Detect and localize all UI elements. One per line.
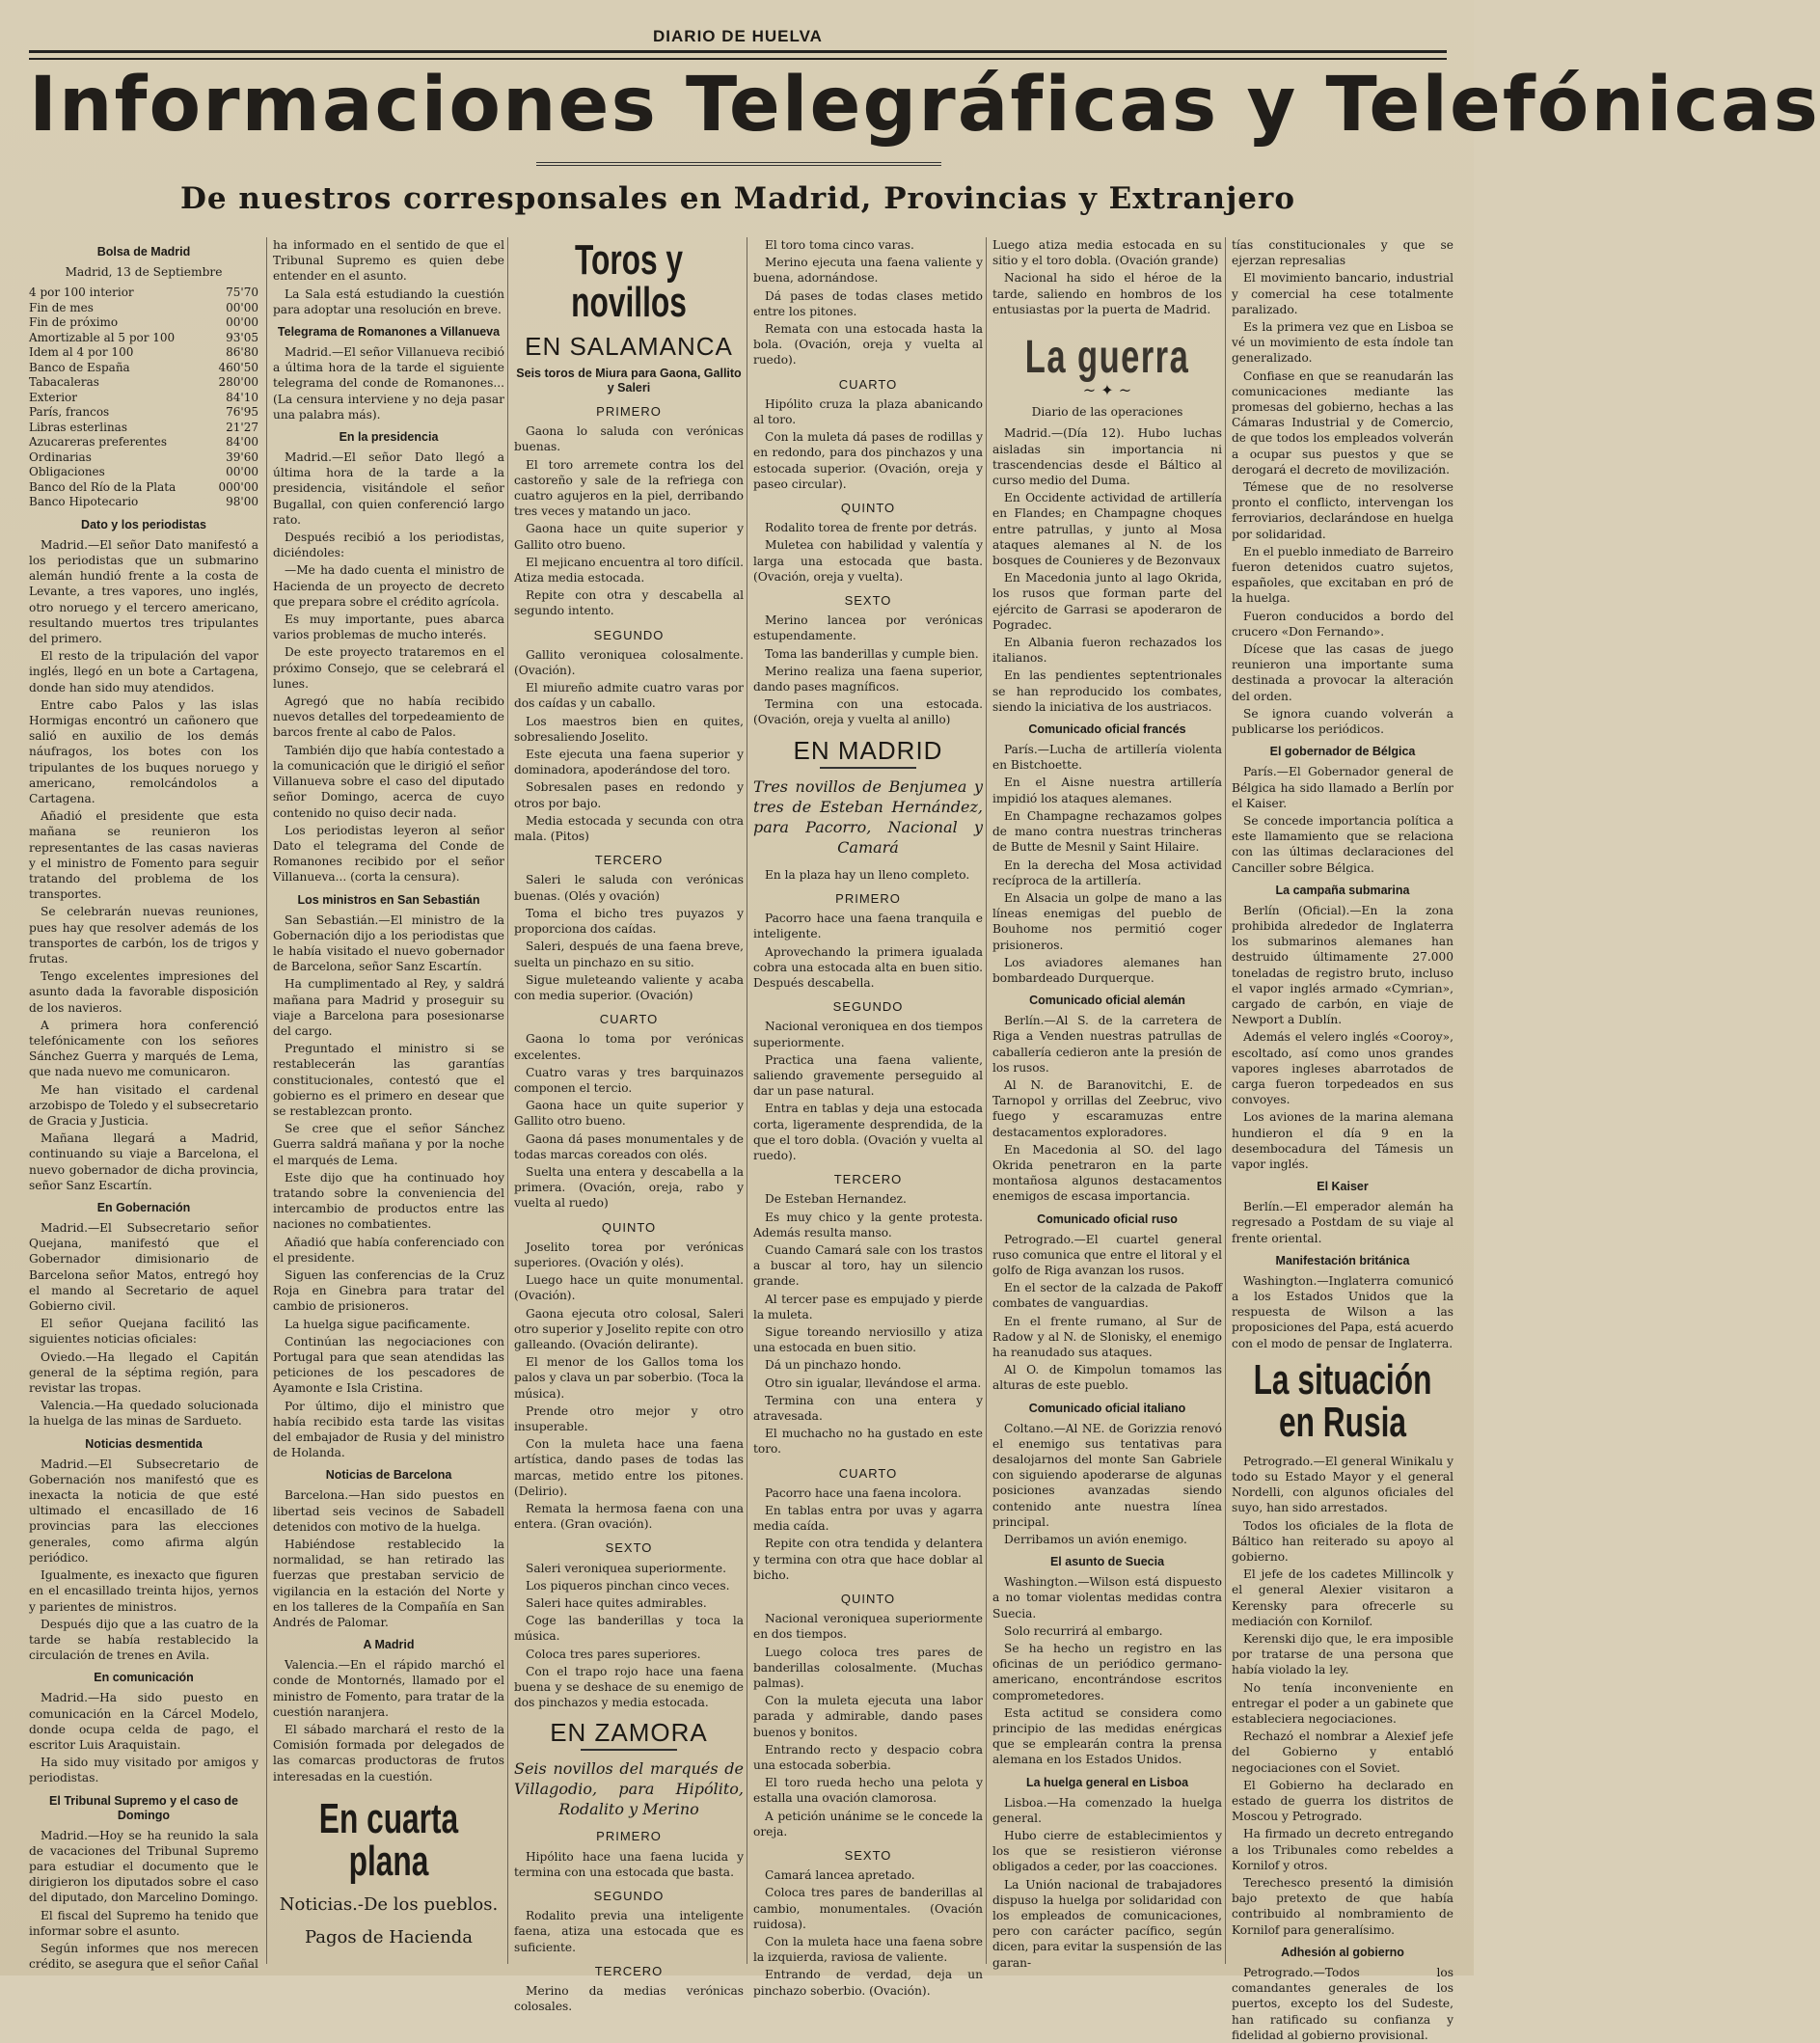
table-row [29, 345, 258, 361]
headline-comunicacion: En comunicación [94, 1671, 194, 1685]
paragraph: La Sala está estudiando la cuestión para adoptar una resolución en breve. [273, 286, 504, 316]
headline-frances: Comunicado oficial francés [1028, 722, 1186, 737]
deck-madrid: Tres novillos de Benjumea y tres de Esteban Hernández, para Pacorro, Nacional y Camará [753, 776, 983, 857]
bull-heading: SEGUNDO [593, 1889, 665, 1904]
paragraph: Madrid.—Hoy se ha reunido la sala de vacaciones del Tribunal Supremo para estudiar el documento que le dirigieron los diputados sobre el caso del diputado, don Marcelino Domingo. [29, 1828, 258, 1905]
paragraph: Hipólito hace una faena lucida y termina con una estocada que basta. [514, 1849, 744, 1879]
paragraph: Toma el bicho tres puyazos y proporciona dos caídas. [514, 906, 744, 937]
bull-heading: SEXTO [844, 1848, 892, 1864]
paragraph: Según informes que nos merecen crédito, se asegura que el señor Cañal [29, 1941, 258, 1972]
row-label: Obligaciones [29, 465, 105, 479]
paragraph: Los piqueros pinchan cinco veces. [526, 1578, 730, 1593]
paragraph: Cuando Camará sale con los trastos a buscar al toro, hay un silencio grande. [753, 1242, 983, 1289]
table-row [29, 286, 258, 301]
paragraph: Agregó que no había recibido nuevos detalles del torpedeamiento de barcos frente al cabo de Palos. [273, 695, 504, 740]
table-row [29, 450, 258, 466]
paragraph: En el frente rumano, al Sur de Radow y al N. de Slonisky, el enemigo ha reanudado sus ataques. [992, 1314, 1222, 1359]
bull-heading: QUINTO [840, 1592, 896, 1607]
paragraph: Luego coloca tres pares de banderillas colosalmente. (Muchas palmas). [753, 1645, 983, 1691]
paragraph: Ha sido muy visitado por amigos y periodistas. [29, 1756, 258, 1785]
la-guerra-title: La guerra [1024, 332, 1190, 384]
paragraph: Madrid.—El Subsecretario señor Quejana, manifestó que el Gobernador dimisionario de Barcelona señor Matos, entregó hoy el mando al Secretario de aquel Gobierno civil. [29, 1221, 258, 1314]
paragraph: Nacional veroniquea superiormente en dos tiempos. [753, 1612, 983, 1642]
paragraph: En tablas entra por uvas y agarra media caída. [753, 1504, 983, 1534]
paragraph: Repite con otra y descabella al segundo intento. [514, 588, 744, 618]
paragraph: El fiscal del Supremo ha tenido que informar sobre el asunto. [29, 1908, 258, 1938]
paragraph: Petrogrado.—El cuartel general ruso comunica que entre el litoral y el golfo de Riga avanzan los rusos. [992, 1232, 1222, 1277]
table-row [29, 301, 258, 316]
paragraph: Los aviadores alemanes han bombardeado Durquerque. [992, 955, 1222, 985]
paragraph: Se cree que el señor Sánchez Guerra saldrá mañana y por la noche el marqués de Lema. [273, 1122, 504, 1167]
paragraph: Muletea con habilidad y valentía y larga una estocada que basta. (Ovación, oreja y vuelta). [753, 538, 983, 584]
headline-gobernacion: En Gobernación [96, 1201, 191, 1215]
paragraph: Coge las banderillas y toca la música. [514, 1614, 744, 1644]
paragraph: Igualmente, es inexacto que figuren en el encasillado treinta hijos, yernos y parientes de ministros. [29, 1568, 258, 1614]
paragraph: Gaona hace un quite superior y Gallito otro bueno. [514, 522, 744, 552]
bull-heading: CUARTO [599, 1012, 659, 1027]
headline-barcelona: Noticias de Barcelona [325, 1468, 452, 1483]
row-label: Fin de próximo [29, 315, 119, 330]
city-heading: EN MADRID [793, 735, 943, 765]
paragraph: Rechazó el nombrar a Alexief jefe del Gobierno y entabló negociaciones con el Soviet. [1232, 1730, 1453, 1775]
row-value: 00'00 [226, 315, 258, 330]
row-label: Azucareras preferentes [29, 435, 168, 449]
paragraph: Preguntado el ministro si se restablecerán las garantías constitucionales, contestó que el gobierno es el primero en desear que se restablezcan pronto. [273, 1042, 504, 1118]
headline-aleman: Comunicado oficial alemán [1029, 994, 1185, 1008]
paragraph: Berlín.—El emperador alemán ha regresado a Postdam de su viaje al frente oriental. [1232, 1200, 1453, 1245]
table-row [29, 331, 258, 346]
paragraph: Dícese que las casas de juego reunieron una importante suma destinada a provocar la alteración del orden. [1232, 642, 1453, 703]
row-label: Fin de mes [29, 300, 94, 314]
paragraph: Cuatro varas y tres barquinazos componen el tercio. [514, 1065, 744, 1095]
paragraph: Este ejecuta una faena superior y dominadora, apoderándose del toro. [514, 748, 744, 777]
row-label: Amortizable al 5 por 100 [29, 330, 176, 344]
paragraph: Con el trapo rojo hace una faena buena y se deshace de su enemigo de dos pinchazos y media estocada. [514, 1664, 744, 1710]
bull-heading: SEXTO [605, 1540, 653, 1556]
paragraph: Los periodistas leyeron al señor Dato el telegrama del Conde de Romanones recibido por el señor Villanueva... (corta la censura). [273, 823, 504, 885]
headline-romanones: Telegrama de Romanones a Villanueva [277, 325, 501, 340]
ornament-icon: ~ ✦ ~ [1082, 381, 1132, 400]
paragraph: Habiéndose restablecido la normalidad, se han retirado las fuerzas que prestaban servicio de vigilancia en la estación del Norte y en los talleres de la Compañía en San Andrés de Palomar. [273, 1538, 504, 1630]
paragraph: Se ha hecho un registro en las oficinas de un periódico germano-americano, encontrándose escritos comprometedores. [992, 1642, 1222, 1702]
paragraph: Prende otro mejor y otro insuperable. [514, 1403, 744, 1433]
row-value: 93'05 [226, 330, 258, 344]
paragraph: Tengo excelentes impresiones del asunto dada la favorable disposición de los navieros. [29, 969, 258, 1015]
paragraph: tías constitucionales y que se ejerzan represalias [1232, 238, 1453, 268]
paragraph: Al O. de Kimpolun tomamos las alturas de este pueblo. [992, 1363, 1222, 1393]
paragraph: Se celebrarán nuevas reuniones, pues hay que resolver además de los transportes de carbón, los de trigos y frutas. [29, 905, 258, 966]
paragraph: Dá un pinchazo hondo. [765, 1358, 902, 1373]
paragraph: Lisboa.—Ha comenzado la huelga general. [992, 1795, 1222, 1825]
paragraph: Sobresalen pases en redondo y otros por bajo. [514, 780, 744, 810]
paragraph: Solo recurrirá al embargo. [1004, 1623, 1163, 1638]
paragraph: Continúan las negociaciones con Portugal para que sean atendidas las peticiones de los pescadores de Ayamonte e Isla Cristina. [273, 1334, 504, 1396]
bull-heading: PRIMERO [596, 404, 662, 419]
headline-britanica: Manifestación británica [1275, 1253, 1410, 1267]
paragraph: Madrid.—El señor Villanueva recibió a última hora de la tarde el siguiente telegrama del conde de Romanones... (La censura interviene y no deja pasar una palabra más). [273, 345, 504, 422]
city-rule [581, 1749, 677, 1751]
bolsa-dateline: Madrid, 13 de Septiembre [65, 265, 223, 279]
paragraph: Termina con una estocada. (Ovación, oreja y vuelta al anillo) [753, 697, 983, 727]
bull-heading: CUARTO [838, 376, 898, 392]
operations-subtitle: Diario de las operaciones [1031, 405, 1183, 420]
paragraph: La huelga sigue pacificamente. [285, 1317, 471, 1331]
paragraph: Otro sin igualar, llevándose el arma. [765, 1376, 982, 1390]
paragraph: El muchacho no ha gustado en este toro. [753, 1427, 983, 1457]
paragraph: Siguen las conferencias de la Cruz Roja en Ginebra para tratar del cambio de prisioneros. [273, 1267, 504, 1314]
paragraph: En las pendientes septentrionales se han reproducido los combates, siendo la iniciativa de los austriacos. [992, 668, 1222, 714]
paragraph: Remata la hermosa faena con una entera. (Gran ovación). [514, 1502, 744, 1532]
top-rule-2 [29, 58, 1447, 60]
paragraph: Luego atiza media estocada en su sitio y el toro dobla. (Ovación grande) [992, 238, 1222, 268]
paragraph: Pacorro hace una faena incolora. [765, 1485, 962, 1500]
headline-san-sebastian: Los ministros en San Sebastián [297, 892, 480, 907]
bull-heading: SEXTO [844, 593, 892, 609]
paragraph: Saleri, después de una faena breve, suelta un pinchazo en su sitio. [514, 940, 744, 969]
paragraph: Rodalito torea de frente por detrás. [765, 521, 978, 535]
paragraph: Madrid.—Ha sido puesto en comunicación en la Cárcel Modelo, donde ocupa celda de pago, el escritor Luis Araquistain. [29, 1691, 258, 1752]
headline-belgica: El gobernador de Bélgica [1269, 745, 1416, 759]
deck-salamanca: Seis toros de Miura para Gaona, Gallito y Saleri [516, 367, 742, 395]
paragraph: Gaona lo saluda con verónicas buenas. [514, 424, 744, 454]
row-value: 39'60 [226, 449, 258, 464]
paragraph: Saleri veroniquea superiormente. [526, 1561, 726, 1575]
table-row [29, 315, 258, 331]
paragraph: En el Aisne nuestra artillería impidió los ataques alemanes. [992, 776, 1222, 805]
table-row [29, 375, 258, 391]
paragraph: Los aviones de la marina alemana hundieron el día 9 en la desembocadura del Támesis un vapor inglés. [1232, 1110, 1453, 1171]
headline-submarina: La campaña submarina [1275, 883, 1410, 897]
row-label: Banco de España [29, 360, 130, 374]
column-5 [986, 237, 1228, 1970]
paragraph: Con la muleta hace una faena artística, dando pases de todas las marcas, metido entre los pitones. (Delirio). [514, 1437, 744, 1498]
paragraph: Coloca tres pares de banderillas al cambio, monumentales. (Ovación ruidosa). [753, 1886, 983, 1931]
paragraph: Saleri le saluda con verónicas buenas. (Olés y ovación) [514, 873, 744, 903]
paragraph: El sábado marchará el resto de la Comisión formada por delegados de las comarcas productoras de frutos interesadas en la cuestión. [273, 1723, 504, 1784]
paragraph: El toro arremete contra los del castoreño y sale de la refriega con cuatro agujeros en la piel, derribando tres veces y matando un jaco. [514, 457, 744, 519]
headline-kaiser: El Kaiser [1317, 1180, 1369, 1194]
paragraph: Con la muleta dá pases de rodillas y en redondo, para dos pinchazos y una estocada superior. (Ovación, oreja y paseo circular). [753, 430, 983, 491]
bolsa-title: Bolsa de Madrid [96, 245, 191, 259]
paragraph: En el pueblo inmediato de Barreiro fueron detenidos cuatro sujetos, españoles, que excitaban en pró de la huelga. [1232, 544, 1454, 606]
paragraph: De este proyecto trataremos en el próximo Consejo, que se celebrará el lunes. [273, 645, 504, 691]
bull-heading: QUINTO [601, 1219, 657, 1235]
paragraph: Después dijo que a las cuatro de la tarde se había restablecido la circulación de trenes en Avila. [29, 1617, 258, 1663]
paragraph: Practica una faena valiente, saliendo gravemente perseguido al dar un pase natural. [753, 1052, 983, 1099]
paragraph: Washington.—Inglaterra comunicó a los Estados Unidos que la respuesta de Wilson a las proposiciones del Papa, está acuerdo con el modo de pensar de Inglaterra. [1232, 1273, 1453, 1350]
headline-dato: Dato y los periodistas [81, 517, 206, 531]
paragraph: Toma las banderillas y cumple bien. [765, 646, 979, 661]
row-value: 75'70 [226, 286, 258, 300]
paragraph: Fueron conducidos a bordo del crucero «Don Fernando». [1232, 609, 1453, 639]
paragraph: Se concede importancia política a este llamamiento que se relaciona con las últimas declaraciones del Canciller sobre Bélgica. [1232, 813, 1453, 875]
table-row [29, 495, 258, 510]
deck-zamora: Seis novillos del marqués de Villagodio, para Hipólito, Rodalito y Merino [514, 1759, 744, 1819]
row-value: 00'00 [226, 465, 258, 479]
paragraph: Remata con una estocada hasta la bola. (Ovación, oreja y vuelta al ruedo). [753, 322, 983, 368]
city-rule [820, 767, 916, 769]
paragraph: Entre cabo Palos y las islas Hormigas encontró un cañonero que salió en auxilio de los demás náufragos, los botes con los tripulantes de los buques noruego y americano, remolcándolos a Cartagena. [29, 697, 258, 805]
paragraph: Me han visitado el cardenal arzobispo de Toledo y el subsecretario de Gracia y Justicia. [29, 1082, 258, 1129]
column-4 [747, 237, 989, 1998]
paragraph: Kerenski dijo que, le era imposible por tratarse de una persona que había violado la ley. [1232, 1632, 1453, 1677]
row-value: 00'00 [226, 300, 258, 314]
bull-heading: SEGUNDO [593, 627, 665, 642]
table-row [29, 435, 258, 450]
paragraph: Ha cumplimentado al Rey, y saldrá mañana para Madrid y proseguir su viaje a Barcelona para posesionarse del cargo. [273, 977, 504, 1038]
paragraph: Mañana llegará a Madrid, continuando su viaje a Barcelona, el nuevo gobernador de dicha provincia, señor Sanz Escartín. [29, 1131, 258, 1192]
paragraph: Coltano.—Al NE. de Gorizzia renovó el enemigo sus tentativas para desalojarnos del monte San Gabriele con siguiendo apoderarse de algunas posiciones avanzadas siendo contenido ante nuestra línea principal. [992, 1421, 1222, 1529]
row-value: 000'00 [218, 479, 258, 494]
paragraph: Este dijo que ha continuado hoy tratando sobre la conveniencia del intercambio de productos entre las naciones no combatientes. [273, 1170, 504, 1232]
row-value: 84'00 [226, 435, 258, 449]
row-value: 76'95 [226, 405, 258, 420]
paragraph: París.—El Gobernador general de Bélgica ha sido llamado a Berlín por el Kaiser. [1232, 765, 1453, 810]
paragraph: Esta actitud se considera como principio de las medidas enérgicas que se emplearán contra la prensa alemana en los Estados Unidos. [992, 1705, 1222, 1767]
paragraph: Añadió que había conferenciado con el presidente. [273, 1235, 504, 1265]
paragraph: El Gobierno ha declarado en estado de guerra los distritos de Moscou y Petrogrado. [1232, 1778, 1453, 1824]
paragraph: De Esteban Hernandez. [765, 1192, 907, 1207]
paragraph: En Macedonia al SO. del lago Okrida penetraron en la parte montañosa algunos destacamentos enemigos de escasa importancia. [992, 1142, 1222, 1204]
paragraph: Gallito veroniquea colosalmente. (Ovación). [514, 647, 744, 678]
paragraph: Entra en tablas y deja una estocada corta, ligeramente desprendida, de la que el toro dobla. (Ovación y vuelta al ruedo). [753, 1102, 983, 1162]
paragraph: El mejicano encuentra al toro difícil. Atiza media estocada. [514, 555, 744, 586]
paragraph: Con la muleta ejecuta una labor parada y admirable, dando pases buenos y bonitos. [753, 1694, 983, 1739]
paragraph: Entrando de verdad, deja un pinchazo soberbio. (Ovación). [753, 1968, 983, 1998]
paragraph: Los maestros bien en quites, sobresaliendo Joselito. [514, 714, 744, 744]
bull-heading: TERCERO [833, 1172, 903, 1187]
row-value: 460'50 [218, 360, 258, 374]
paragraph: El jefe de los cadetes Millincolk y el general Alexier visitaron a Kerensky para ofrecerle su mediación con Kornilof. [1232, 1567, 1453, 1628]
paragraph: Madrid.—El señor Dato llegó a última hora de la tarde a la presidencia, visitándole el señor Bugallal, con quien conferenció largo rato. [273, 450, 504, 527]
paragraph: París.—Lucha de artillería violenta en Bistchoette. [992, 743, 1222, 773]
table-row [29, 405, 258, 421]
headline-ruso: Comunicado oficial ruso [1037, 1212, 1178, 1226]
paragraph: Hubo cierre de establecimientos y los que se resistieron viéronse obligados a ceder, por las coacciones. [992, 1829, 1222, 1874]
promo-line: Noticias.-De los pueblos. [279, 1893, 499, 1915]
paragraph: Gaona ejecuta otro colosal, Saleri otro superior y Joselito repite con otro galleando. (Ovación delirante). [514, 1306, 744, 1351]
paragraph: Rodalito previa una inteligente faena, atiza una estocada que es suficiente. [514, 1909, 744, 1954]
paragraph: Valencia.—En el rápido marchó el conde de Montornés, llamado por el ministro de Fomento, para tratar de la cuestión naranjera. [273, 1658, 504, 1719]
paragraph: El señor Quejana facilitó las siguientes noticias oficiales: [29, 1317, 258, 1347]
paragraph: Petrogrado.—El general Winikalu y todo su Estado Mayor y el general Nordelli, con algunos oficiales del suyo, han sido arrestados. [1232, 1454, 1453, 1515]
table-row [29, 361, 258, 376]
row-label: Ordinarias [29, 449, 92, 464]
column-6 [1225, 237, 1454, 2042]
row-value: 84'10 [226, 390, 258, 404]
row-label: Banco del Río de la Plata [29, 479, 177, 494]
paragraph: Coloca tres pares superiores. [526, 1647, 701, 1661]
city-heading: EN SALAMANCA [525, 332, 733, 361]
headline-tribunal: El Tribunal Supremo y el caso de Domingo [49, 1793, 238, 1822]
headline-desmentida: Noticias desmentida [85, 1436, 203, 1451]
paragraph: El movimiento bancario, industrial y comercial ha cese totalmente paralizado. [1232, 271, 1453, 316]
table-row [29, 465, 258, 480]
paragraph: En Albania fueron rechazados los italianos. [992, 636, 1222, 666]
headline-adhesion: Adhesión al gobierno [1281, 1945, 1404, 1959]
row-label: Libras esterlinas [29, 420, 127, 434]
masthead-rule [536, 162, 941, 166]
paragraph: Es muy chico y la gente protesta. Además resulta manso. [753, 1210, 983, 1239]
paragraph: En Champagne rechazamos golpes de mano contra nuestras trincheras de Butte de Mesnil y Saint Hilaire. [992, 808, 1222, 855]
paragraph: En la derecha del Mosa actividad recíproca de la artillería. [992, 858, 1222, 887]
paragraph: La Unión nacional de trabajadores dispuso la huelga por solidaridad con los empleados de comunicaciones, pero con carácter pacífico, según dicen, para evitar la suspensión de las garan- [992, 1877, 1222, 1970]
promo-line: Pagos de Hacienda [304, 1926, 473, 1948]
paragraph: Confiase en que se reanudarán las comunicaciones mediante las promesas del gobierno, hechas a las Cámaras Industrial y de Comercio, de que todos los empleados volverán a ocupar sus puestos y que se derogará el decreto de movilización. [1232, 368, 1453, 477]
column-3 [507, 236, 749, 2014]
paragraph: Camará lancea apretado. [765, 1868, 915, 1883]
paragraph: Madrid.—El señor Dato manifestó a los periodistas que un submarino alemán hundió frente a la costa de Levante, a tres vapores, uno inglés, otro noruego y el tercero americano, resultando muertos tres tripulantes del primero. [29, 537, 258, 645]
paragraph: Nacional veroniquea en dos tiempos superiormente. [753, 1020, 983, 1049]
paragraph: Termina con una entera y atravesada. [753, 1393, 983, 1423]
paragraph: Entrando recto y despacio cobra una estocada soberbia. [753, 1742, 983, 1773]
paragraph: Oviedo.—Ha llegado el Capitán general de la séptima región, para revistar las tropas. [29, 1349, 258, 1396]
row-value: 98'00 [226, 495, 258, 509]
row-value: 86'80 [226, 345, 258, 360]
columns [29, 236, 1454, 2042]
headline-huelga-lisboa: La huelga general en Lisboa [1025, 1775, 1189, 1789]
paragraph: Se ignora cuando volverán a publicarse los periódicos. [1232, 706, 1453, 737]
paragraph: También dijo que había contestado a la comunicación que le dirigió el señor Villanueva sobre el caso del diputado señor Domingo, acerca de cuyo contenido no quiso decir nada. [273, 743, 504, 820]
paragraph: ha informado en el sentido de que el Tribunal Supremo es quien debe entender en el asunto. [273, 238, 504, 284]
paragraph: Añadió el presidente que esta mañana se reunieron los representantes de las casas navieras y el ministro de Fomento para seguir tratando del problema de los transportes. [29, 809, 258, 902]
paragraph: San Sebastián.—El ministro de la Gobernación dijo a los periodistas que le había visitado el nuevo gobernador de Barcelona, señor Sanz Escartín. [273, 913, 504, 974]
paragraph: Joselito torea por verónicas superiores. (Ovación y olés). [514, 1239, 744, 1269]
paragraph: En Macedonia junto al lago Okrida, los rusos que forman parte del ejército de Garrasi se apoderaron de Pogradec. [992, 571, 1222, 632]
paragraph: Es muy importante, pues abarca varios problemas de mucho interés. [273, 613, 504, 642]
paragraph: Madrid.—(Día 12). Hubo luchas aisladas sin importancia ni trascendencias desde el Báltico al curso medio del Duma. [992, 426, 1222, 488]
paragraph: Merino lancea por verónicas estupendamente. [753, 613, 983, 643]
headline-presidencia: En la presidencia [339, 430, 439, 445]
paragraph: Gaona dá pases monumentales y de todas marcas coreados con olés. [514, 1131, 744, 1161]
paragraph: Con la muleta hace una faena sobre la izquierda, raviosa de valiente. [753, 1935, 983, 1965]
paragraph: Repite con otra tendida y delantera y termina con otra que hace doblar al bicho. [753, 1537, 983, 1582]
paragraph: Saleri hace quites admirables. [526, 1596, 707, 1611]
paragraph: No tenía inconveniente en entregar el poder a un gabinete que estableciera negociaciones. [1232, 1680, 1453, 1727]
bull-heading: QUINTO [840, 501, 896, 516]
paragraph: Media estocada y secunda con otra mala. (Pitos) [514, 813, 744, 844]
row-label: Idem al 4 por 100 [29, 345, 134, 360]
bull-heading: CUARTO [838, 1465, 898, 1481]
paragraph: Ha firmado un decreto entregando a los Tribunales como rebeldes a Kornilof y otros. [1232, 1827, 1453, 1872]
paragraph: Es la primera vez que en Lisboa se vé un movimiento de esta índole tan generalizado. [1232, 320, 1453, 366]
paragraph: Pacorro hace una faena tranquila e inteligente. [753, 912, 983, 941]
bull-heading: TERCERO [594, 853, 664, 868]
situacion-rusia-title: La situación en Rusia [1253, 1355, 1432, 1446]
paragraph: Terechesco presentó la dimisión bajo pretexto de que había contribuido al nombramiento de Kornilof para generalísimo. [1232, 1876, 1453, 1937]
paragraph: Después recibió a los periodistas, diciéndoles: [273, 531, 504, 560]
paragraph: Además el velero inglés «Cooroy», escoltado, así como unos grandes vapores ingleses abarrotados de carga fueron torpedeados en sus convoyes. [1232, 1030, 1453, 1107]
paragraph: Berlín.—Al S. de la carretera de Riga a Venden nuestras patrullas de caballería cedieron ante la presión de los rusos. [992, 1014, 1222, 1075]
paragraph: Aprovechando la primera igualada cobra una estocada alta en buen sitio. Después descabella. [753, 944, 983, 990]
paragraph: A primera hora conferenció telefónicamente con los señores Sánchez Guerra y marqués de Lema, que nada nuevo me comunicaron. [29, 1018, 258, 1079]
paragraph: Merino ejecuta una faena valiente y buena, adornándose. [753, 256, 983, 286]
paragraph: Gaona hace un quite superior y Gallito otro bueno. [514, 1099, 744, 1129]
paragraph: Al N. de Baranovitchi, E. de Tarnopol y orrillas del Zeebruc, vivo fuego y escaramuzas entre destacamentos exploradores. [992, 1077, 1222, 1139]
masthead: Informaciones Telegráficas y Telefónicas [29, 62, 1820, 149]
row-label: 4 por 100 interior [29, 286, 134, 300]
paragraph: Nacional ha sido el héroe de la tarde, saliendo en hombros de los entusiastas por la puerta de Madrid. [992, 271, 1222, 316]
paragraph: Sigue muleteando valiente y acaba con media superior. (Ovación) [514, 972, 744, 1002]
row-label: París, francos [29, 405, 110, 420]
paragraph: Dá pases de todas clases metido entre los pitones. [753, 288, 983, 318]
column-2 [266, 237, 510, 1964]
paragraph: Madrid.—El Subsecretario de Gobernación nos manifestó que es inexacta la noticia de que esté ultimado el encasillado de 16 provincias para las elecciones generales, como afirma algún periódico. [29, 1457, 258, 1565]
bull-heading: PRIMERO [596, 1829, 662, 1844]
paragraph: Témese que de no resolverse pronto el conflicto, intervengan los ferroviarios, declarándose en huelga por solidaridad. [1232, 480, 1453, 541]
paragraph: A petición unánime se le concede la oreja. [753, 1809, 983, 1839]
row-value: 280'00 [218, 375, 258, 390]
paragraph: El resto de la tripulación del vapor inglés, llegó en un bote a Cartagena, donde han sido muy atendidos. [29, 649, 258, 695]
paragraph: Gaona lo toma por verónicas excelentes. [514, 1032, 744, 1062]
paragraph: Merino realiza una faena superior, dando pases magníficos. [753, 664, 983, 695]
paragraph: Petrogrado.—Todos los comandantes generales de los puertos, excepto los del Sudeste, han ratificado su confianza y fidelidad al gobierno provisional. [1232, 1965, 1453, 2042]
bolsa-table [29, 286, 258, 510]
running-title: DIARIO DE HUELVA [653, 27, 823, 45]
cuarta-plana-title: En cuarta plana [318, 1794, 459, 1885]
paragraph: El toro toma cinco varas. [765, 238, 914, 252]
row-value: 21'27 [226, 420, 258, 434]
row-label: Tabacaleras [29, 375, 99, 390]
paragraph: Al tercer pase es empujado y pierde la muleta. [753, 1292, 983, 1321]
column-1 [29, 237, 264, 1972]
paragraph: En Occidente actividad de artillería en Flandes; en Champagne choques entre patrullas, y junto al Mosa ataques alemanes al N. de los bosques de Counieres y de Bezonvaux [992, 491, 1222, 568]
table-row [29, 480, 258, 496]
paragraph: El toro rueda hecho una pelota y estalla una ovación clamorosa. [753, 1776, 983, 1806]
headline-suecia: El asunto de Suecia [1049, 1555, 1165, 1569]
table-row [29, 421, 258, 436]
row-label: Exterior [29, 390, 77, 404]
paragraph: Suelta una entera y descabella a la primera. (Ovación, oreja, rabo y vuelta al ruedo) [514, 1164, 744, 1211]
paragraph: En el sector de la calzada de Pakoff combates de vanguardias. [992, 1281, 1222, 1311]
paragraph: Por último, dijo el ministro que había recibido esta tarde las visitas del embajador de Rusia y del ministro de Holanda. [273, 1399, 504, 1460]
headline-italiano: Comunicado oficial italiano [1028, 1401, 1186, 1415]
paragraph: Berlín (Oficial).—En la zona prohibida alrededor de Inglaterra los submarinos alemanes han destruido últimamente 27.000 toneladas de registro bruto, incluso el vapor inglés armado «Cymrian», cargado de carbón, en viaje de Newport a Dublín. [1232, 903, 1453, 1027]
headline-a-madrid: A Madrid [363, 1638, 415, 1652]
paragraph: Sigue toreando nerviosillo y atiza una estocada en buen sitio. [753, 1324, 983, 1355]
row-label: Banco Hipotecario [29, 495, 139, 509]
bull-heading: TERCERO [594, 1963, 664, 1978]
bull-heading: PRIMERO [835, 890, 901, 906]
paragraph: El menor de los Gallos toma los palos y clava un par soberbio. (Toca la música). [514, 1355, 744, 1401]
paragraph: Merino da medias verónicas colosales. [514, 1984, 744, 2014]
paragraph: Valencia.—Ha quedado solucionada la huelga de las minas de Sardueto. [29, 1399, 258, 1429]
paragraph: Hipólito cruza la plaza abanicando al toro. [753, 396, 983, 427]
paragraph: Barcelona.—Han sido puestos en libertad seis vecinos de Sabadell detenidos con motivo de la huelga. [273, 1488, 504, 1534]
bull-heading: SEGUNDO [832, 999, 904, 1015]
toros-title: Toros y novillos [571, 236, 687, 326]
table-row [29, 391, 258, 406]
paragraph: Derribamos un avión enemigo. [1004, 1533, 1187, 1547]
subtitle: De nuestros corresponsales en Madrid, Provincias y Extranjero [179, 181, 1296, 216]
paragraph: En la plaza hay un lleno completo. [765, 867, 970, 882]
city-heading: EN ZAMORA [550, 1718, 708, 1748]
paragraph: Todos los oficiales de la flota de Báltico han reiterado su apoyo al gobierno. [1232, 1518, 1453, 1565]
paragraph: Luego hace un quite monumental. (Ovación). [514, 1273, 744, 1303]
paragraph: El miureño admite cuatro varas por dos caídas y un caballo. [514, 681, 744, 711]
paragraph: Washington.—Wilson está dispuesto a no tomar violentas medidas contra Suecia. [992, 1575, 1222, 1621]
paragraph: —Me ha dado cuenta el ministro de Hacienda de un proyecto de decreto que prepara sobre el crédito agrícola. [273, 563, 504, 609]
paragraph: En Alsacia un golpe de mano a las líneas enemigas del pueblo de Bouhome nos permitió coger prisioneros. [992, 890, 1222, 952]
top-rule [29, 50, 1447, 53]
